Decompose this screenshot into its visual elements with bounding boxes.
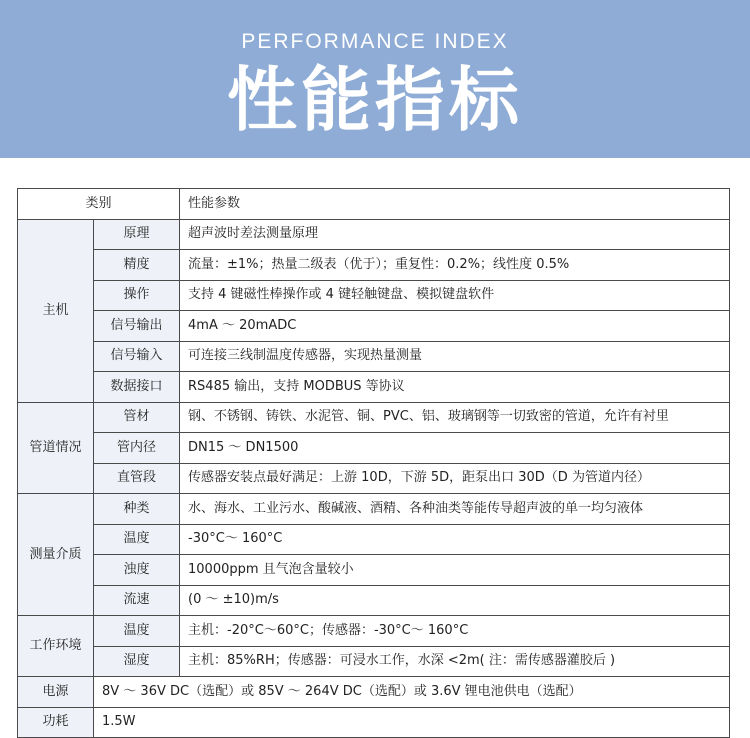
table-row: [18, 585, 730, 616]
single-value-cell: 8V ～ 36V DC（选配）或 85V ～ 264V DC（选配）或 3.6V 锂电池供电（选配）: [94, 677, 730, 708]
row-label-cell: 管内径: [94, 433, 180, 464]
row-value-cell: 超声波时差法测量原理: [180, 219, 730, 250]
table-row: [18, 494, 730, 525]
row-value-cell: 可连接三线制温度传感器，实现热量测量: [180, 341, 730, 372]
table-row: [18, 555, 730, 586]
table-row: [18, 646, 730, 677]
row-label-cell: 原理: [94, 219, 180, 250]
table-row: [18, 677, 730, 708]
single-name-cell: 功耗: [18, 707, 94, 738]
group-name-cell: 工作环境: [18, 616, 94, 677]
row-label-cell: 湿度: [94, 646, 180, 677]
row-value-cell: 主机：-20°C～60°C；传感器：-30°C～ 160°C: [180, 616, 730, 647]
row-label-cell: 浊度: [94, 555, 180, 586]
table-row: [18, 219, 730, 250]
spec-table: [17, 188, 730, 738]
row-value-cell: 流量：±1%；热量二级表（优于）；重复性：0.2%；线性度 0.5%: [180, 250, 730, 281]
header-subtitle: PERFORMANCE INDEX: [241, 30, 509, 53]
row-label-cell: 数据接口: [94, 372, 180, 403]
table-row: [18, 524, 730, 555]
row-label-cell: 温度: [94, 616, 180, 647]
row-label-cell: 信号输出: [94, 311, 180, 342]
row-value-cell: 主机：85%RH；传感器：可浸水工作，水深 <2m( 注：需传感器灌胶后 ): [180, 646, 730, 677]
row-value-cell: 支持 4 键磁性棒操作或 4 键轻触键盘、模拟键盘软件: [180, 280, 730, 311]
group-name-cell: 主机: [18, 219, 94, 402]
table-row: [18, 311, 730, 342]
row-value-cell: -30°C～ 160°C: [180, 524, 730, 555]
row-value-cell: 水、海水、工业污水、酸碱液、酒精、各种油类等能传导超声波的单一均匀液体: [180, 494, 730, 525]
header-title: 性能指标: [227, 59, 523, 141]
single-value-cell: 1.5W: [94, 707, 730, 738]
row-label-cell: 信号输入: [94, 341, 180, 372]
table-row: [18, 707, 730, 738]
group-name-cell: 测量介质: [18, 494, 94, 616]
row-value-cell: 4mA ～ 20mADC: [180, 311, 730, 342]
group-name-cell: 管道情况: [18, 402, 94, 494]
table-row: [18, 402, 730, 433]
table-row: [18, 616, 730, 647]
row-label-cell: 温度: [94, 524, 180, 555]
table-row: [18, 280, 730, 311]
table-row: [18, 433, 730, 464]
row-value-cell: 10000ppm 且气泡含量较小: [180, 555, 730, 586]
header-category-cell: 类别: [18, 189, 180, 220]
header-banner: [0, 0, 750, 158]
table-row: [18, 341, 730, 372]
row-label-cell: 直管段: [94, 463, 180, 494]
table-row: [18, 372, 730, 403]
table-row: [18, 463, 730, 494]
row-label-cell: 操作: [94, 280, 180, 311]
row-label-cell: 流速: [94, 585, 180, 616]
row-value-cell: RS485 输出，支持 MODBUS 等协议: [180, 372, 730, 403]
single-name-cell: 电源: [18, 677, 94, 708]
row-value-cell: DN15 ～ DN1500: [180, 433, 730, 464]
row-value-cell: (0 ～ ±10)m/s: [180, 585, 730, 616]
header-params-cell: 性能参数: [180, 189, 730, 220]
row-value-cell: 传感器安装点最好满足：上游 10D，下游 5D，距泵出口 30D（D 为管道内径）: [180, 463, 730, 494]
table-row: [18, 250, 730, 281]
row-label-cell: 精度: [94, 250, 180, 281]
row-label-cell: 管材: [94, 402, 180, 433]
row-label-cell: 种类: [94, 494, 180, 525]
row-value-cell: 钢、不锈钢、铸铁、水泥管、铜、PVC、铝、玻璃钢等一切致密的管道，允许有衬里: [180, 402, 730, 433]
table-header-row: [18, 189, 730, 220]
